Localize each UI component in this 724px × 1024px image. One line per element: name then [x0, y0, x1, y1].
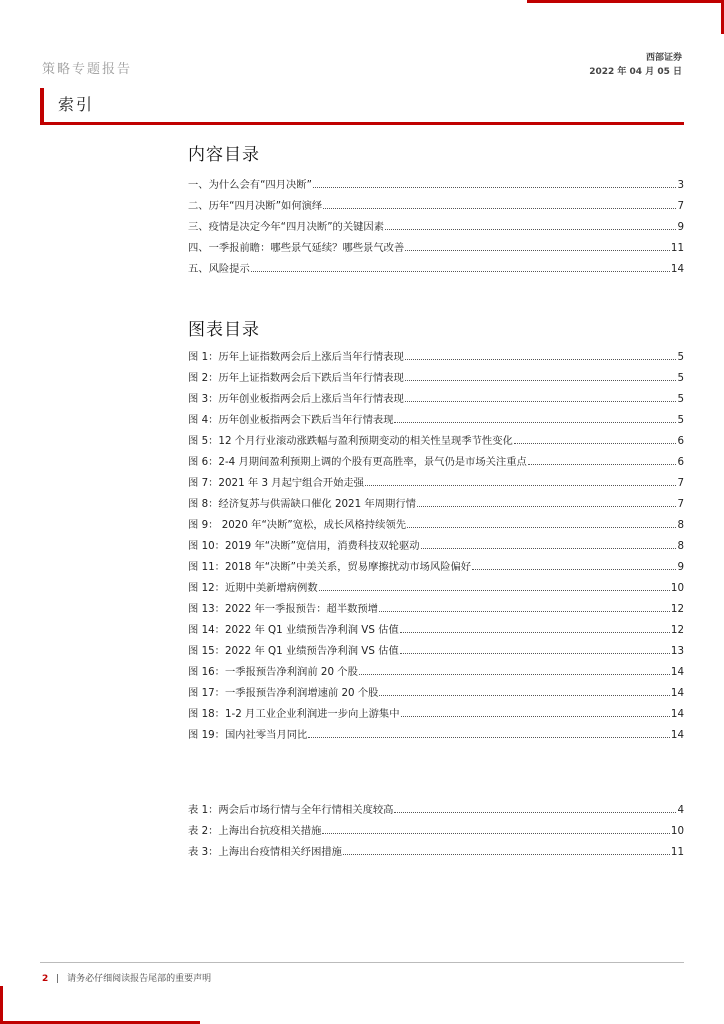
figure-entry-label: 图 4：历年创业板指两会下跌后当年行情表现	[188, 414, 394, 426]
section-title: 索引	[58, 95, 95, 114]
dot-leader	[394, 422, 676, 423]
toc-entry[interactable]	[188, 191, 684, 212]
toc-title: 内容目录	[188, 145, 260, 165]
dot-leader	[472, 569, 676, 570]
dot-leader	[385, 229, 676, 230]
figure-entry[interactable]	[188, 573, 684, 594]
figure-entry[interactable]	[188, 699, 684, 720]
figure-entry[interactable]	[188, 615, 684, 636]
table-entry-label: 表 3：上海出台疫情相关纾困措施	[188, 846, 342, 858]
figures-title: 图表目录	[188, 320, 260, 340]
dot-leader	[405, 380, 677, 381]
figure-entry-label: 图 17：一季报预告净利润增速前 20 个股	[188, 687, 379, 699]
figure-entry-label: 图 13：2022 年一季报预告：超半数预增	[188, 603, 379, 615]
table-entry-page: 4	[677, 804, 684, 816]
dot-leader	[401, 716, 670, 717]
figure-entry-label: 图 16：一季报预告净利润前 20 个股	[188, 666, 358, 678]
dot-leader	[313, 187, 677, 188]
figure-entry-page: 10	[670, 582, 684, 594]
footer-separator: |	[56, 974, 60, 984]
brand-name: 西部证券	[645, 53, 682, 63]
figure-entry-page: 12	[670, 624, 684, 636]
figure-entry-label: 图 2：历年上证指数两会后下跌后当年行情表现	[188, 372, 404, 384]
toc-entry-page: 7	[677, 200, 684, 212]
toc-list	[188, 170, 684, 275]
toc-entry-label: 四、一季报前瞻：哪些景气延续？哪些景气改善	[188, 242, 405, 254]
dot-leader	[407, 527, 676, 528]
table-entry-label: 表 2：上海出台抗疫相关措施	[188, 825, 322, 837]
figure-entry-page: 12	[670, 603, 684, 615]
dot-leader	[421, 548, 677, 549]
figure-entry[interactable]	[188, 678, 684, 699]
bottom-left-bar-vertical	[0, 986, 3, 1024]
figure-entry[interactable]	[188, 468, 684, 489]
footer-page-number: 2	[42, 974, 49, 984]
figure-entry-label: 图 5：12 个月行业滚动涨跌幅与盈利预期变动的相关性呈现季节性变化	[188, 435, 513, 447]
dot-leader	[343, 854, 670, 855]
figure-entry-page: 6	[677, 435, 684, 447]
figure-entry[interactable]	[188, 552, 684, 573]
figures-list	[188, 342, 684, 741]
toc-entry-label: 三、疫情是决定今年“四月决断”的关键因素	[188, 221, 385, 233]
figure-entry-page: 7	[677, 498, 684, 510]
footer-divider	[40, 962, 684, 963]
figure-entry-label: 图 18：1-2 月工业企业利润进一步向上游集中	[188, 708, 400, 720]
top-right-bar-horizontal	[527, 0, 724, 3]
figure-entry-label: 图 6：2-4 月期间盈利预期上调的个股有更高胜率，景气仍是市场关注重点	[188, 456, 527, 468]
dot-leader	[400, 653, 670, 654]
section-bar-vertical	[40, 88, 44, 124]
figure-entry[interactable]	[188, 384, 684, 405]
figure-entry[interactable]	[188, 636, 684, 657]
toc-entry-page: 11	[670, 242, 684, 254]
section-bar-horizontal	[40, 122, 684, 125]
report-date: 2022 年 04 月 05 日	[589, 67, 682, 77]
figure-entry[interactable]	[188, 342, 684, 363]
table-entry[interactable]	[188, 837, 684, 858]
dot-leader	[365, 485, 676, 486]
doc-type-label: 策略专题报告	[42, 62, 133, 77]
figure-entry-label: 图 8：经济复苏与供需缺口催化 2021 年周期行情	[188, 498, 416, 510]
figure-entry-label: 图 14：2022 年 Q1 业绩预告净利润 VS 估值	[188, 624, 399, 636]
figure-entry-label: 图 9： 2020 年“决断”宽松，成长风格持续领先	[188, 519, 406, 531]
figure-entry[interactable]	[188, 489, 684, 510]
figure-entry-label: 图 15：2022 年 Q1 业绩预告净利润 VS 估值	[188, 645, 399, 657]
figure-entry-page: 6	[677, 456, 684, 468]
figure-entry-label: 图 7：2021 年 3 月起宁组合开始走强	[188, 477, 364, 489]
dot-leader	[319, 590, 670, 591]
toc-entry-page: 9	[677, 221, 684, 233]
dot-leader	[417, 506, 677, 507]
dot-leader	[405, 359, 677, 360]
figure-entry-page: 7	[677, 477, 684, 489]
figure-entry[interactable]	[188, 363, 684, 384]
figure-entry-page: 5	[677, 372, 684, 384]
figure-entry-page: 14	[670, 687, 684, 699]
table-entry[interactable]	[188, 816, 684, 837]
figure-entry-label: 图 11：2018 年“决断”中美关系，贸易摩擦扰动市场风险偏好	[188, 561, 472, 573]
dot-leader	[405, 250, 670, 251]
toc-entry[interactable]	[188, 254, 684, 275]
figure-entry-page: 5	[677, 351, 684, 363]
figure-entry[interactable]	[188, 657, 684, 678]
figure-entry-page: 5	[677, 414, 684, 426]
figure-entry-page: 14	[670, 708, 684, 720]
dot-leader	[405, 401, 677, 402]
dot-leader	[514, 443, 677, 444]
dot-leader	[379, 695, 669, 696]
table-entry-page: 11	[670, 846, 684, 858]
dot-leader	[251, 271, 670, 272]
dot-leader	[400, 632, 670, 633]
dot-leader	[323, 208, 676, 209]
dot-leader	[308, 737, 670, 738]
figure-entry[interactable]	[188, 720, 684, 741]
footer	[42, 971, 211, 984]
toc-entry-label: 一、为什么会有“四月决断”	[188, 179, 312, 191]
figure-entry-page: 8	[677, 540, 684, 552]
table-entry-label: 表 1：两会后市场行情与全年行情相关度较高	[188, 804, 394, 816]
figure-entry-page: 13	[670, 645, 684, 657]
table-entry[interactable]	[188, 795, 684, 816]
figure-entry-page: 14	[670, 729, 684, 741]
table-entry-page: 10	[670, 825, 684, 837]
toc-entry-label: 二、历年“四月决断”如何演绎	[188, 200, 323, 212]
figure-entry[interactable]	[188, 594, 684, 615]
figure-entry[interactable]	[188, 426, 684, 447]
figure-entry-page: 9	[677, 561, 684, 573]
figure-entry-label: 图 12：近期中美新增病例数	[188, 582, 318, 594]
toc-entry-page: 14	[670, 263, 684, 275]
figure-entry[interactable]	[188, 405, 684, 426]
figure-entry-label: 图 19：国内社零当月同比	[188, 729, 308, 741]
figure-entry-label: 图 10：2019 年“决断”宽信用，消费科技双轮驱动	[188, 540, 420, 552]
toc-entry-label: 五、风险提示	[188, 263, 250, 275]
footer-disclaimer: 请务必仔细阅读报告尾部的重要声明	[67, 974, 212, 984]
toc-entry-page: 3	[677, 179, 684, 191]
toc-entry[interactable]	[188, 170, 684, 191]
toc-entry[interactable]	[188, 212, 684, 233]
figure-entry-page: 5	[677, 393, 684, 405]
dot-leader	[394, 812, 676, 813]
dot-leader	[359, 674, 670, 675]
figure-entry-page: 8	[677, 519, 684, 531]
dot-leader	[322, 833, 670, 834]
dot-leader	[379, 611, 670, 612]
dot-leader	[528, 464, 677, 465]
toc-entry[interactable]	[188, 233, 684, 254]
figure-entry[interactable]	[188, 510, 684, 531]
figure-entry-page: 14	[670, 666, 684, 678]
figure-entry-label: 图 3：历年创业板指两会后上涨后当年行情表现	[188, 393, 404, 405]
tables-list	[188, 795, 684, 858]
figure-entry[interactable]	[188, 447, 684, 468]
figure-entry[interactable]	[188, 531, 684, 552]
figure-entry-label: 图 1：历年上证指数两会后上涨后当年行情表现	[188, 351, 404, 363]
